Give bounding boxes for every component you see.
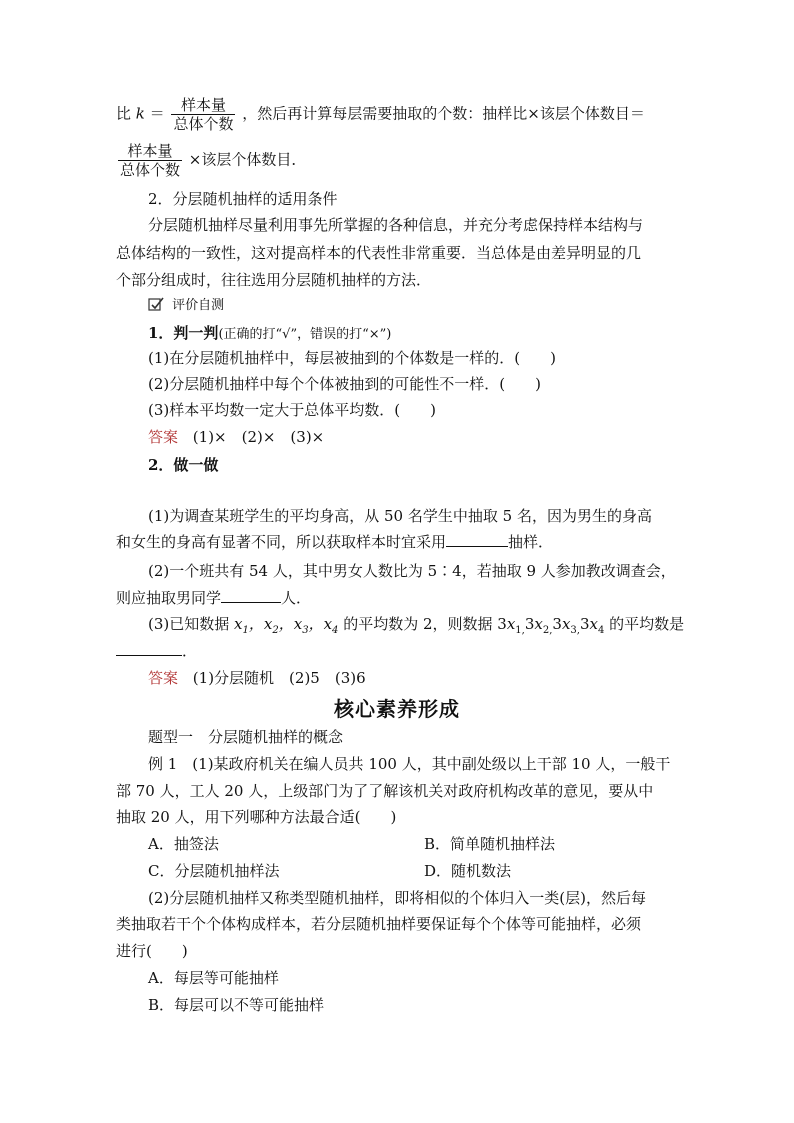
intro-rest-1: ，然后再计算每层需要抽取的个数：抽样比×该层个体数目＝ xyxy=(242,104,645,123)
type-1-title: 题型一 分层随机抽样的概念 xyxy=(148,728,344,746)
section-heading: 核心素养形成 xyxy=(334,697,460,721)
answer-blank xyxy=(446,531,508,547)
section-2-title: 2．分层随机抽样的适用条件 xyxy=(148,190,338,208)
q2-1-line-1: (1)为调查某班学生的平均身高，从 50 名学生中抽取 5 名，因为男生的身高 xyxy=(148,507,652,525)
option-2b: B．每层可以不等可能抽样 xyxy=(148,996,325,1014)
fraction-denominator: 总体个数 xyxy=(120,161,181,179)
fraction-numerator: 样本量 xyxy=(180,96,226,114)
q1-hint: (正确的打“√”，错误的打“×”) xyxy=(218,327,392,342)
example-1-line-1: 例 1 (1)某政府机关在编人员共 100 人，其中副处级以上干部 10 人，一般干 xyxy=(148,755,671,773)
sample-ratio-fraction-2 xyxy=(118,142,182,179)
intro-prefix: 比 xyxy=(116,104,132,123)
q1-item: (2)分层随机抽样中每个个体被抽到的可能性不一样．( ) xyxy=(148,375,541,393)
data-x-list: $x_1$，$x_2$，$x_3$，$x_4$ xyxy=(234,615,339,636)
q2-2-line-1: (2)一个班共有 54 人，其中男女人数比为 5∶4，若抽取 9 人参加教改调查会， xyxy=(148,562,676,580)
q2-1-line-2 xyxy=(116,531,553,553)
option-d: D．随机数法 xyxy=(424,862,512,880)
option-b: B．简单随机抽样法 xyxy=(424,835,556,853)
fraction-numerator: 样本量 xyxy=(127,142,173,160)
section-2-para-line: 分层随机抽样尽量利用事先所掌握的各种信息，并充分考虑保持样本结构与 xyxy=(148,216,644,234)
equals-sign: ＝ xyxy=(149,104,165,123)
q2-2-tail: 人． xyxy=(281,589,312,607)
q2-3-tail: ． xyxy=(182,642,198,660)
answer-row-2 xyxy=(148,667,366,689)
option-a: A．抽签法 xyxy=(148,835,219,853)
intro-line-1 xyxy=(116,96,645,133)
sample-ratio-fraction xyxy=(171,96,235,133)
answer-row-1 xyxy=(148,426,324,448)
q1-item: (1)在分层随机抽样中，每层被抽到的个体数是一样的．( ) xyxy=(148,349,556,367)
section-2-para-line: 个部分组成时，往往选用分层随机抽样的方法． xyxy=(116,271,432,289)
k-variable: k xyxy=(135,104,145,123)
example-1-line-3: 抽取 20 人，用下列哪种方法最合适( ) xyxy=(116,808,397,826)
answer-label: 答案 xyxy=(148,669,179,687)
q1-title-row xyxy=(148,322,391,346)
example-1-line-2: 部 70 人，工人 20 人，上级部门为了了解该机关对政府机构改革的意见，要从中 xyxy=(116,782,654,800)
q2-2-text: 则应抽取男同学 xyxy=(116,589,222,607)
q2-3-text-3: 的平均数是 xyxy=(609,615,685,633)
data-3x-list: $3x_{1,}3x_{2,}3x_{3,}3x_4$ xyxy=(497,615,605,636)
q2-3-line-2 xyxy=(116,640,197,662)
q1-title: 1．判一判 xyxy=(148,324,219,342)
q2-3-text-2: 的平均数为 2，则数据 xyxy=(343,615,493,633)
answer-blank xyxy=(116,640,182,656)
q1-item: (3)样本平均数一定大于总体平均数．( ) xyxy=(148,401,436,419)
answer-label: 答案 xyxy=(148,428,179,446)
example-1-2-line-2: 类抽取若干个个体构成样本，若分层随机抽样要保证每个个体等可能抽样，必须 xyxy=(116,915,642,933)
self-test-label: 评价自测 xyxy=(172,298,225,313)
intro-rest-2: ×该层个体数目． xyxy=(188,150,307,169)
q2-1-tail: 抽样． xyxy=(508,533,554,551)
option-c: C．分层随机抽样法 xyxy=(148,862,280,880)
q2-1-text: 和女生的身高有显著不同，所以获取样本时宜采用 xyxy=(116,533,447,551)
answer-blank xyxy=(221,587,281,603)
edit-check-icon xyxy=(148,297,164,311)
section-2-para-line: 总体结构的一致性，这对提高样本的代表性非常重要．当总体是由差异明显的几 xyxy=(116,244,642,262)
intro-line-2 xyxy=(116,142,306,179)
self-test-label-row xyxy=(148,295,224,317)
answer-1: (1)× (2)× (3)× xyxy=(192,428,325,446)
answer-2: (1)分层随机 (2)5 (3)6 xyxy=(192,669,366,687)
q2-3-line-1 xyxy=(148,613,684,642)
q2-2-line-2 xyxy=(116,587,311,609)
example-1-2-line-3: 进行( ) xyxy=(116,942,188,960)
fraction-denominator: 总体个数 xyxy=(173,115,234,133)
example-1-2-line-1: (2)分层随机抽样又称类型随机抽样，即将相似的个体归入一类(层)，然后每 xyxy=(148,889,646,907)
option-2a: A．每层等可能抽样 xyxy=(148,969,279,987)
q2-title: 2．做一做 xyxy=(148,456,219,474)
q2-3-text: (3)已知数据 xyxy=(148,615,230,633)
